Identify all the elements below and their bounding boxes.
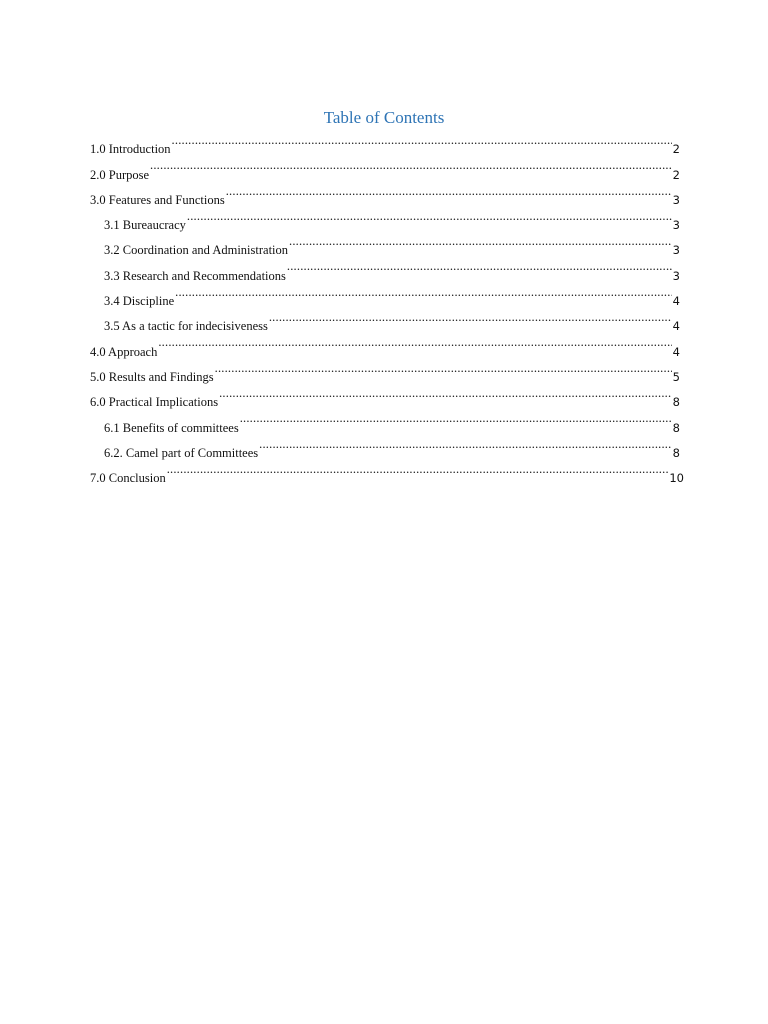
- toc-entry-label: 3.4 Discipline: [104, 294, 175, 309]
- toc-page-number: 3: [672, 268, 680, 283]
- toc-list: [90, 128, 684, 486]
- toc-entry-label: 3.1 Bureaucracy: [104, 218, 186, 233]
- toc-page-number: 2: [672, 142, 680, 157]
- toc-page-number: 4: [672, 344, 680, 359]
- toc-page-number: 2: [672, 167, 680, 182]
- toc-dot-leader: [287, 254, 672, 279]
- toc-dot-leader: [187, 204, 672, 229]
- toc-dot-leader: [172, 128, 672, 153]
- toc-dot-leader: [167, 457, 669, 482]
- toc-entry-label: 3.2 Coordination and Administration: [104, 243, 289, 258]
- toc-entry-tactic-for-indecisiveness[interactable]: [90, 305, 680, 334]
- toc-entry-conclusion[interactable]: [90, 457, 684, 486]
- toc-entry-label: 3.3 Research and Recommendations: [104, 268, 286, 283]
- toc-dot-leader: [215, 356, 672, 381]
- toc-entry-label: 2.0 Purpose: [90, 167, 150, 182]
- toc-page-number: 10: [669, 471, 684, 486]
- toc-dot-leader: [269, 305, 672, 330]
- toc-entry-approach[interactable]: [90, 330, 680, 359]
- toc-dot-leader: [259, 432, 672, 457]
- toc-entry-label: 3.5 As a tactic for indecisiveness: [104, 319, 268, 334]
- toc-entry-label: 5.0 Results and Findings: [90, 369, 214, 384]
- toc-entry-label: 6.2. Camel part of Committees: [104, 445, 259, 460]
- toc-title: Table of Contents: [323, 108, 445, 127]
- toc-entry-label: 1.0 Introduction: [90, 142, 171, 157]
- toc-dot-leader: [226, 179, 672, 204]
- toc-entry-label: 7.0 Conclusion: [90, 471, 166, 486]
- toc-dot-leader: [240, 406, 672, 431]
- toc-page-number: 3: [672, 192, 680, 207]
- toc-page-number: 4: [672, 294, 680, 309]
- toc-entry-label: 6.1 Benefits of committees: [104, 420, 239, 435]
- toc-entry-discipline[interactable]: [90, 280, 680, 309]
- toc-entry-results-and-findings[interactable]: [90, 356, 680, 384]
- toc-dot-leader: [219, 381, 672, 406]
- toc-page-number: 4: [672, 319, 680, 334]
- toc-page-number: 8: [672, 445, 680, 460]
- toc-entry-introduction[interactable]: [90, 128, 680, 157]
- toc-entry-label: 4.0 Approach: [90, 344, 158, 359]
- toc-dot-leader: [150, 153, 672, 178]
- toc-page-number: 5: [672, 369, 680, 384]
- toc-entry-label: 3.0 Features and Functions: [90, 192, 225, 207]
- toc-dot-leader: [289, 229, 672, 254]
- toc-entry-features-and-functions[interactable]: [90, 179, 680, 207]
- toc-dot-leader: [175, 280, 672, 305]
- toc-entry-label: 6.0 Practical Implications: [90, 395, 219, 410]
- toc-page-number: 3: [672, 218, 680, 233]
- toc-page-number: 8: [672, 395, 680, 410]
- toc-dot-leader: [158, 330, 671, 355]
- toc-page-number: 8: [672, 420, 680, 435]
- toc-entry-purpose[interactable]: [90, 153, 680, 182]
- toc-page-number: 3: [672, 243, 680, 258]
